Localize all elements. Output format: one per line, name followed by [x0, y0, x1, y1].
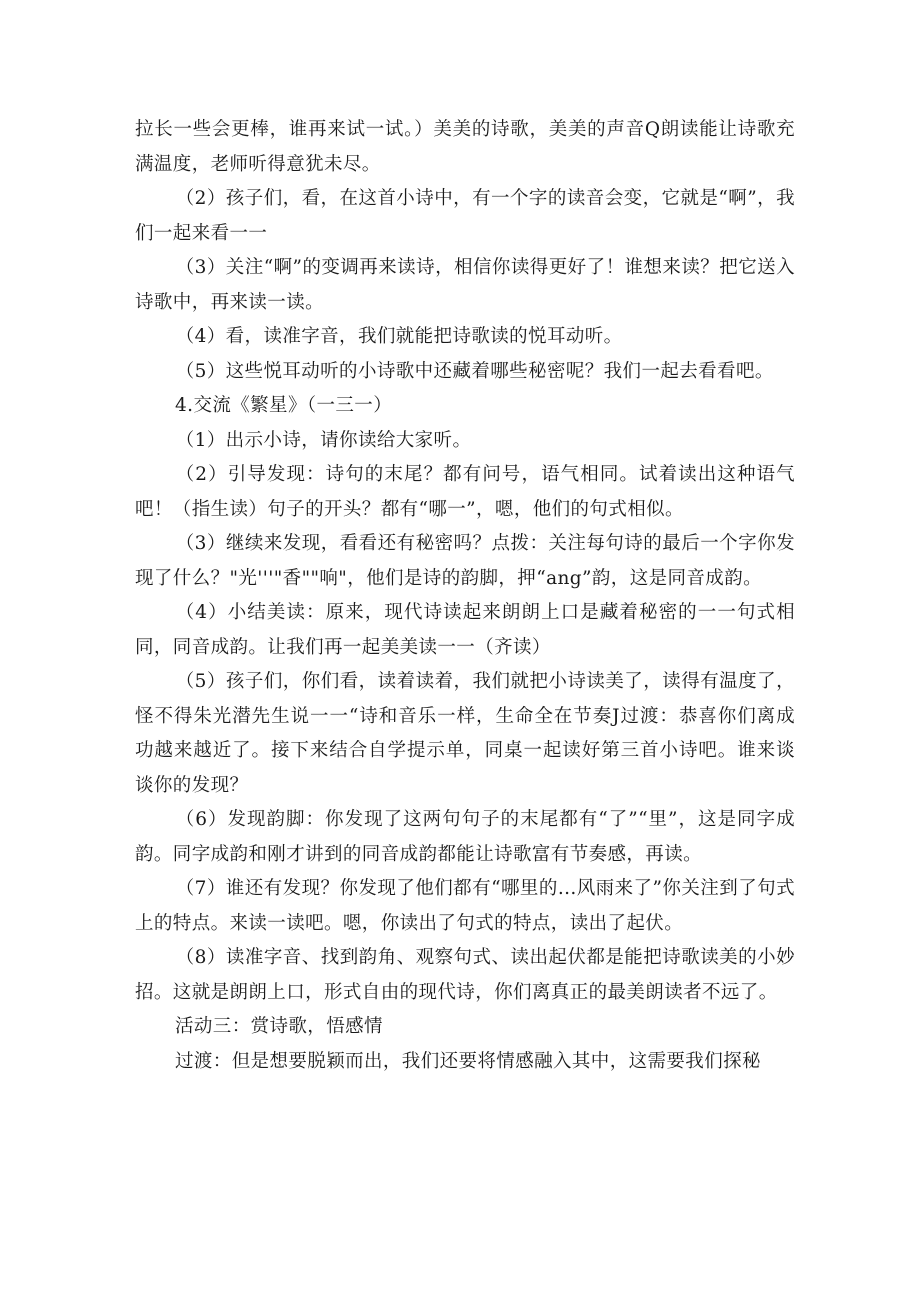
paragraph-fanxing-1: （1）出示小诗，请你读给大家听。: [175, 429, 472, 451]
paragraph-fanxing-6: （6）发现韵脚：你发现了这两句句子的末尾都有“了”“里”，这是同字成韵。同字成韵和刚才讲到的同音成韵都能让诗歌富有节奏感，再读。: [135, 809, 795, 865]
paragraph-fanxing-8: （8）读准字音、找到韵角、观察句式、读出起伏都是能把诗歌读美的小妙招。这就是朗朗上口，形式自由的现代诗，你们离真正的最美朗读者不远了。: [135, 947, 795, 1003]
paragraph-step-3: （3）关注“啊”的变调再来读诗，相信你读得更好了！谁想来读？把它送入诗歌中，再来读一读。: [135, 257, 795, 313]
section-heading-fanxing: 4.交流《繁星》（一三一）: [175, 395, 393, 416]
transition-paragraph: 过渡：但是想要脱颖而出，我们还要将情感融入其中，这需要我们探秘: [175, 1050, 761, 1072]
paragraph-fanxing-5: （5）孩子们，你们看，读着读着，我们就把小诗读美了，读得有温度了，怪不得朱光潜先生说一一“诗和音乐一样，生命全在节奏J过渡：恭喜你们离成功越来越近了。接下来结合自学提示单，同桌一起读好第三首小诗吧。谁来谈谈你的发现？: [135, 671, 795, 796]
paragraph-fanxing-2: （2）引导发现：诗句的末尾？都有问号，语气相同。试着读出这种语气吧！（指生读）句子的开头？都有“哪一”，嗯，他们的句式相似。: [135, 464, 795, 520]
paragraph-continuation: 拉长一些会更棒，谁再来试一试。）美美的诗歌，美美的声音Q朗读能让诗歌充满温度，老师听得意犹未尽。: [135, 119, 795, 175]
paragraph-fanxing-4: （4）小结美读：原来，现代诗读起来朗朗上口是藏着秘密的一一句式相同，同音成韵。让我们再一起美美读一一（齐读）: [135, 602, 795, 658]
activity-three-heading: 活动三：赏诗歌，悟感情: [175, 1016, 383, 1037]
paragraph-fanxing-3: （3）继续来发现，看看还有秘密吗？点拨：关注每句诗的最后一个字你发现了什么？"光'''"香""响"，他们是诗的韵脚，押“ang”韵，这是同音成韵。: [135, 533, 795, 589]
paragraph-fanxing-7: （7）谁还有发现？你发现了他们都有“哪里的...风雨来了”你关注到了句式上的特点。来读一读吧。嗯，你读出了句式的特点，读出了起伏。: [135, 878, 795, 934]
document-body: [135, 113, 795, 1079]
paragraph-step-4: （4）看，读准字音，我们就能把诗歌读的悦耳动听。: [175, 326, 623, 347]
paragraph-step-2: （2）孩子们，看，在这首小诗中，有一个字的读音会变，它就是“啊”，我们一起来看一一: [135, 188, 795, 244]
paragraph-step-5: （5）这些悦耳动听的小诗歌中还藏着哪些秘密呢？我们一起去看看吧。: [175, 360, 774, 382]
